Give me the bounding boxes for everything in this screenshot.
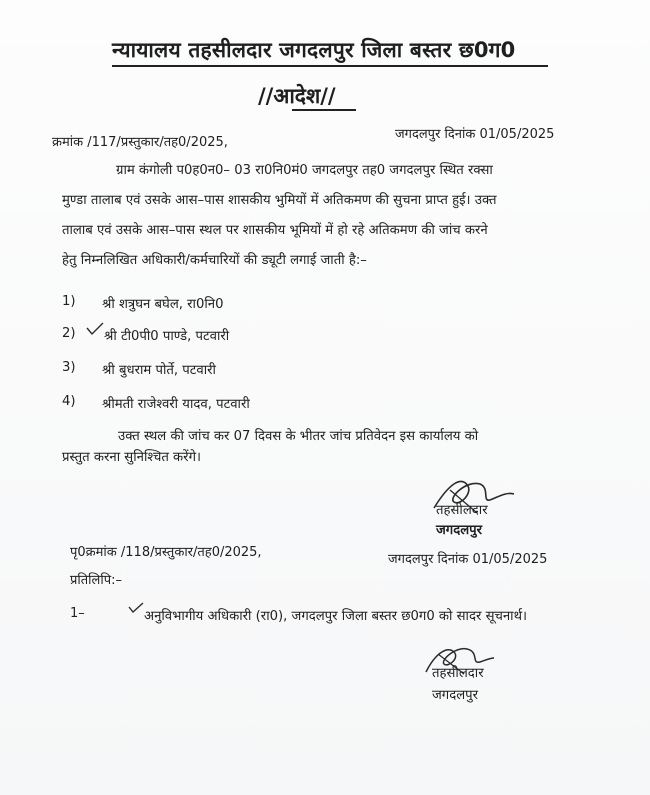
body-line: हेतु निम्नलिखित अधिकारी/कर्मचारियों की ड्यूटी लगाई जाती है:– [62,253,367,268]
official-name: श्री बुधराम पोर्ते, पटवारी [102,363,216,378]
endorsement-place-date: जगदलपुर दिनांक 01/05/2025 [388,552,548,567]
signatory-designation: तहसीलदार [432,666,484,681]
order-heading: //आदेश// [258,84,336,108]
body-line: मुण्डा तालाब एवं उसके आस–पास शासकीय भुमियों में अतिकमण की सुचना प्राप्त हुई। उक्त [62,193,497,208]
official-name: श्री टी0पी0 पाण्डे, पटवारी [104,329,230,344]
copy-label: प्रतिलिपि:– [70,573,122,588]
copy-item-number: 1– [70,606,85,621]
official-number: 1) [62,294,76,309]
tick-mark-icon [86,322,104,336]
official-number: 3) [62,360,76,375]
body-line: ग्राम कंगोली प0ह0न0– 03 रा0नि0मं0 जगदलपुर तह0 जगदलपुर स्थित रक्सा [116,163,493,178]
title-underline [112,65,548,67]
copy-item-text: अनुविभागीय अधिकारी (रा0), जगदलपुर जिला बस्तर छ0ग0 को सादर सूचनार्थ। [144,609,528,624]
signatory-place: जगदलपुर [436,523,483,538]
endorsement-number: पृ0क्रमांक /118/प्रस्तुकार/तह0/2025, [70,545,262,560]
official-number: 2) [62,326,76,341]
court-title: न्यायालय तहसीलदार जगदलपुर जिला बस्तर छ0ग0 [112,38,516,62]
tick-mark-icon [128,602,144,614]
signatory-place: जगदलपुर [432,688,479,703]
reference-place-date: जगदलपुर दिनांक 01/05/2025 [395,127,555,142]
official-name: श्री शत्रुघन बघेल, रा0नि0 [102,297,224,312]
body-line: तालाब एवं उसके आस–पास स्थल पर शासकीय भूमियों में हो रहे अतिकमण की जांच करने [62,223,488,238]
official-number: 4) [62,394,76,409]
signatory-designation: तहसीलदार [436,503,488,518]
body-line: प्रस्तुत करना सुनिश्चित करेंगे। [62,450,202,465]
reference-number: क्रमांक /117/प्रस्तुकार/तह0/2025, [52,135,228,150]
official-name: श्रीमती राजेश्वरी यादव, पटवारी [102,397,250,412]
body-line: उक्त स्थल की जांच कर 07 दिवस के भीतर जांच प्रतिवेदन इस कार्यालय को [118,429,479,444]
order-underline [292,109,356,111]
